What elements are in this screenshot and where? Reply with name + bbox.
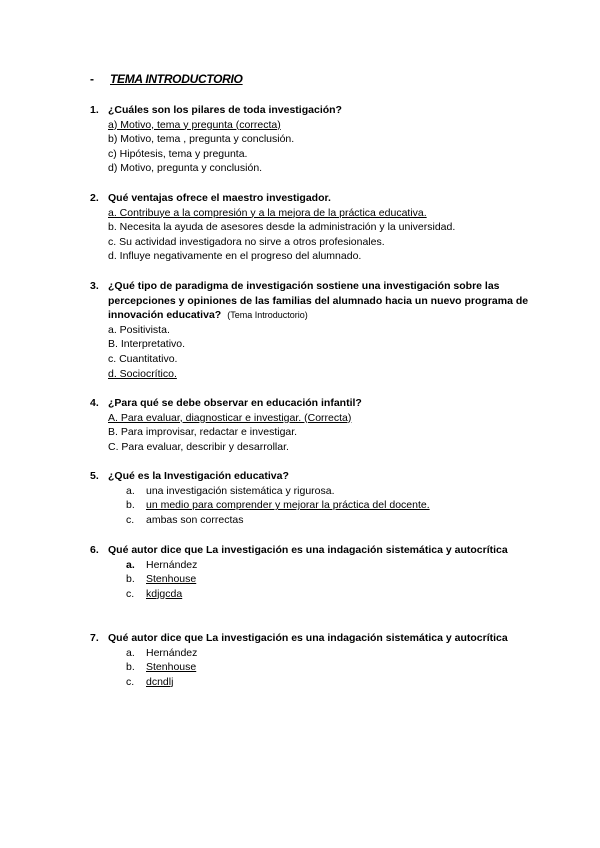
answer-option: a. Positivista.	[108, 323, 170, 336]
answer-option-correct: d. Sociocrítico.	[108, 367, 177, 380]
option-text: kdjgcda	[146, 587, 183, 600]
option-letter: c.	[126, 587, 135, 600]
question-1	[90, 103, 530, 176]
answer-option: d. Influye negativamente en el progreso del alumnado.	[108, 250, 362, 263]
answer-option: B. Para improvisar, redactar e investigar.	[108, 426, 298, 439]
question-2	[90, 191, 530, 264]
option-letter: c.	[126, 675, 135, 688]
option-letter: b.	[126, 499, 135, 512]
answer-option	[126, 558, 530, 573]
question-text: Qué ventajas ofrece el maestro investigador.	[108, 192, 331, 204]
question-text: Qué autor dice que La investigación es una indagación sistemática y autocrítica	[108, 544, 508, 556]
option-letter: b.	[126, 661, 135, 674]
question-number: 6.	[90, 544, 99, 556]
answer-option	[126, 675, 530, 690]
question-number: 2.	[90, 192, 99, 204]
section-header	[90, 72, 243, 86]
question-7	[90, 631, 530, 689]
answer-option-correct: a) Motivo, tema y pregunta (correcta)	[108, 118, 281, 131]
option-letter: b.	[126, 573, 135, 586]
answer-option-correct: A. Para evaluar, diagnosticar e investigar. (Correcta)	[108, 411, 352, 424]
question-number: 5.	[90, 470, 99, 482]
options-list	[126, 646, 530, 690]
question-number: 4.	[90, 397, 99, 409]
option-letter: a.	[126, 646, 135, 659]
question-text: ¿Qué es la Investigación educativa?	[108, 470, 289, 482]
answer-option	[126, 484, 530, 499]
answer-option	[126, 587, 530, 602]
question-text	[108, 279, 530, 323]
question-text: Qué autor dice que La investigación es una indagación sistemática y autocrítica	[108, 632, 508, 644]
answer-option	[126, 646, 530, 661]
answer-option	[126, 513, 530, 528]
option-letter: a.	[126, 484, 135, 497]
question-text: ¿Para qué se debe observar en educación infantil?	[108, 397, 362, 409]
question-number: 7.	[90, 632, 99, 644]
options-list	[108, 206, 530, 264]
option-letter: a.	[126, 558, 135, 571]
answer-option: c. Cuantitativo.	[108, 352, 178, 365]
answer-option: d) Motivo, pregunta y conclusión.	[108, 162, 263, 175]
question-number: 3.	[90, 280, 99, 292]
answer-option-correct	[126, 572, 530, 587]
option-text: Hernández	[146, 558, 198, 571]
option-text: un medio para comprender y mejorar la práctica del docente.	[146, 499, 430, 512]
answer-option-correct: a. Contribuye a la compresión y a la mejora de la práctica educativa.	[108, 206, 427, 219]
answer-option: b. Necesita la ayuda de asesores desde la administración y la universidad.	[108, 221, 456, 234]
answer-option-correct	[126, 660, 530, 675]
option-text: Hernández	[146, 646, 198, 659]
options-list	[108, 323, 530, 381]
question-3	[90, 279, 530, 381]
question-number: 1.	[90, 104, 99, 116]
options-list	[126, 558, 530, 602]
answer-option-correct	[126, 498, 530, 513]
answer-option: c. Su actividad investigadora no sirve a otros profesionales.	[108, 235, 385, 248]
option-text: dcndlj	[146, 675, 174, 688]
option-text: una investigación sistemática y rigurosa.	[146, 484, 335, 497]
question-5	[90, 469, 530, 527]
answer-option: c) Hipótesis, tema y pregunta.	[108, 147, 248, 160]
question-text-content: ¿Qué tipo de paradigma de investigación sostiene una investigación sobre las percepciones y opiniones de las familias del alumnado hacia un nuevo programa de innovación educativa?	[108, 280, 529, 322]
question-note: (Tema Introductorio)	[227, 310, 308, 321]
option-letter: c.	[126, 513, 135, 526]
bullet-dash: -	[90, 72, 94, 86]
options-list	[108, 411, 530, 455]
answer-option: B. Interpretativo.	[108, 338, 186, 351]
options-list	[108, 118, 530, 176]
option-text: Stenhouse	[146, 573, 197, 586]
section-title: TEMA INTRODUCTORIO	[110, 72, 243, 86]
answer-option: b) Motivo, tema , pregunta y conclusión.	[108, 133, 295, 146]
question-text: ¿Cuáles son los pilares de toda investigación?	[108, 104, 342, 116]
answer-option: C. Para evaluar, describir y desarrollar.	[108, 440, 289, 453]
option-text: Stenhouse	[146, 661, 197, 674]
options-list	[126, 484, 530, 528]
option-text: ambas son correctas	[146, 513, 244, 526]
question-4	[90, 396, 530, 454]
question-6	[90, 543, 530, 601]
